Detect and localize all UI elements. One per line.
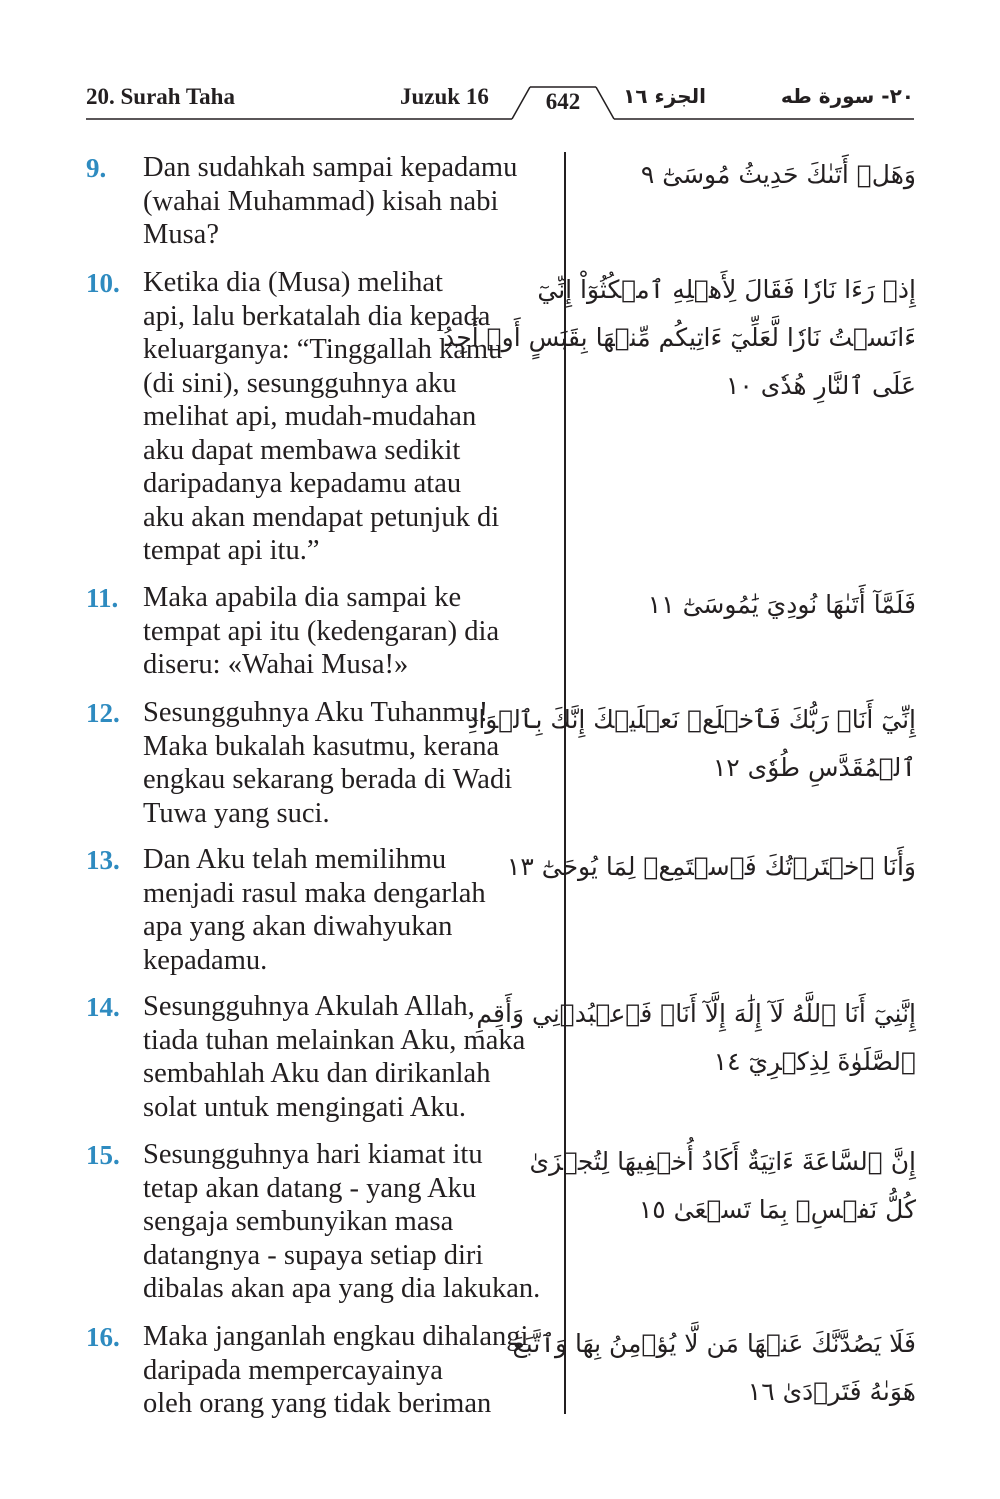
arabic-line: وَهَلۡ أَتَىٰكَ حَدِيثُ مُوسَىٰٓ ٩ bbox=[640, 160, 916, 189]
verse-arabic bbox=[443, 266, 916, 410]
verse-translation bbox=[143, 266, 561, 568]
translation-line: datangnya - supaya setiap diri bbox=[143, 1239, 484, 1271]
translation-line: diseru: «Wahai Musa!» bbox=[143, 649, 409, 680]
arabic-line: ٱلصَّلَوٰةَ لِذِكۡرِيٓ ١٤ bbox=[713, 1047, 916, 1076]
verse-arabic bbox=[606, 151, 916, 199]
arabic-line: إِنِّيٓ أَنَا۠ رَبُّكَ فَٱخۡلَعۡ نَعۡلَيۡكَ إِنَّكَ بِٱلۡوَادِ bbox=[467, 705, 916, 734]
arabic-line: إِنَّ ٱلسَّاعَةَ ءَاتِيَةٌ أَكَادُ أُخۡفِيهَا لِتُجۡزَىٰ bbox=[529, 1147, 916, 1176]
translation-line: (di sini), sesungguhnya aku bbox=[143, 367, 457, 399]
verse-arabic bbox=[512, 1320, 916, 1416]
translation-line: engkau sekarang berada di Wadi bbox=[143, 764, 513, 795]
verse-number: 11. bbox=[86, 583, 119, 613]
translation-line: tetap akan datang - yang Aku bbox=[143, 1172, 477, 1204]
translation-line: apa yang akan diwahyukan bbox=[143, 911, 453, 942]
translation-line: Dan sudahkah sampai kepadamu bbox=[143, 152, 518, 183]
arabic-line: ٱلۡمُقَدَّسِ طُوٗى ١٢ bbox=[712, 753, 916, 782]
translation-line: aku akan mendapat petunjuk di bbox=[143, 501, 500, 533]
verse-translation bbox=[143, 1320, 561, 1421]
arabic-line: هَوَىٰهُ فَتَرۡدَىٰ ١٦ bbox=[747, 1377, 916, 1406]
verse-arabic bbox=[606, 581, 916, 629]
translation-line: melihat api, mudah-mudahan bbox=[143, 401, 477, 432]
translation-line: Ketika dia (Musa) melihat bbox=[143, 267, 443, 298]
verse-arabic bbox=[467, 696, 916, 792]
arabic-line: إِذۡ رَءَا نَارٗا فَقَالَ لِأَهۡلِهِ ٱمۡكُثُوٓاْ إِنِّيٓ bbox=[537, 275, 916, 304]
translation-line: api, lalu berkatalah dia kepada bbox=[143, 300, 491, 332]
translation-line: Dan Aku telah memilihmu bbox=[143, 844, 447, 875]
translation-line: Tuwa yang suci. bbox=[143, 797, 330, 829]
verse-number: 13. bbox=[86, 845, 120, 875]
arabic-line: كُلُّ نَفۡسِۭ بِمَا تَسۡعَىٰ ١٥ bbox=[638, 1195, 916, 1224]
translation-line: tiada tuhan melainkan Aku, maka bbox=[143, 1024, 526, 1056]
translation-line: menjadi rasul maka dengarlah bbox=[143, 877, 486, 909]
translation-line: daripadanya kepadamu atau bbox=[143, 468, 462, 499]
page-header bbox=[0, 0, 1000, 130]
verse-translation bbox=[143, 843, 561, 977]
surah-arabic-title: ٢٠- سورة طه bbox=[780, 84, 914, 108]
arabic-line: وَأَنَا ٱخۡتَرۡتُكَ فَٱسۡتَمِعۡ لِمَا يُوحَىٰٓ ١٣ bbox=[506, 852, 916, 881]
surah-title: 20. Surah Taha bbox=[86, 84, 235, 109]
arabic-line: إِنَّنِيٓ أَنَا ٱللَّهُ لَآ إِلَٰهَ إِلَّآ أَنَا۠ فَٱعۡبُدۡنِي وَأَقِمِ bbox=[476, 999, 916, 1028]
translation-line: Sesungguhnya Aku Tuhanmu! bbox=[143, 697, 489, 728]
verse-arabic bbox=[506, 843, 916, 891]
translation-line: sembahlah Aku dan dirikanlah bbox=[143, 1058, 491, 1089]
verse-arabic bbox=[529, 1138, 916, 1234]
verse-number: 15. bbox=[86, 1140, 120, 1170]
verse-translation bbox=[143, 1138, 561, 1306]
translation-line: aku dapat membawa sedikit bbox=[143, 434, 461, 466]
verse-number: 9. bbox=[86, 153, 107, 183]
juzuk-label: Juzuk 16 bbox=[400, 84, 489, 109]
translation-line: Musa? bbox=[143, 219, 219, 250]
verse-arabic bbox=[476, 990, 916, 1086]
page-number: 642 bbox=[545, 89, 581, 114]
verse-number: 12. bbox=[86, 698, 120, 728]
translation-line: tempat api itu.” bbox=[143, 535, 320, 566]
translation-line: Maka janganlah engkau dihalangi bbox=[143, 1321, 529, 1352]
translation-line: solat untuk mengingati Aku. bbox=[143, 1091, 466, 1123]
verse-number: 14. bbox=[86, 992, 120, 1022]
arabic-line: فَلَمَّآ أَتَىٰهَا نُودِيَ يَٰمُوسَىٰٓ ١١ bbox=[647, 590, 916, 619]
translation-line: kepadamu. bbox=[143, 944, 268, 976]
translation-line: (wahai Muhammad) kisah nabi bbox=[143, 185, 499, 217]
translation-line: Maka apabila dia sampai ke bbox=[143, 582, 462, 613]
translation-line: dibalas akan apa yang dia lakukan. bbox=[143, 1273, 541, 1304]
translation-line: Sesungguhnya hari kiamat itu bbox=[143, 1139, 483, 1170]
verse-translation bbox=[143, 581, 561, 682]
translation-line: sengaja sembunyikan masa bbox=[143, 1206, 454, 1237]
verse-number: 16. bbox=[86, 1322, 120, 1352]
verse-number: 10. bbox=[86, 268, 120, 298]
translation-line: Sesungguhnya Akulah Allah, bbox=[143, 991, 475, 1022]
arabic-line: عَلَى ٱلنَّارِ هُدٗى ١٠ bbox=[725, 371, 916, 400]
translation-line: keluarganya: “Tinggallah kamu bbox=[143, 334, 503, 365]
translation-line: tempat api itu (kedengaran) dia bbox=[143, 615, 500, 647]
arabic-line: فَلَا يَصُدَّنَّكَ عَنۡهَا مَن لَّا يُؤۡمِنُ بِهَا وَٱتَّبَعَ bbox=[512, 1329, 916, 1358]
juz-arabic-label: الجزء ١٦ bbox=[623, 84, 706, 108]
header-rule bbox=[0, 0, 1000, 130]
verse-translation bbox=[143, 151, 561, 252]
translation-line: oleh orang yang tidak beriman bbox=[143, 1388, 492, 1419]
translation-line: Maka bukalah kasutmu, kerana bbox=[143, 730, 500, 762]
arabic-line: ءَانَسۡتُ نَارٗا لَّعَلِّيٓ ءَاتِيكُم مِّنۡهَا بِقَبَسٍ أَوۡ أَجِدُ bbox=[443, 323, 916, 352]
translation-line: daripada mempercayainya bbox=[143, 1354, 443, 1386]
